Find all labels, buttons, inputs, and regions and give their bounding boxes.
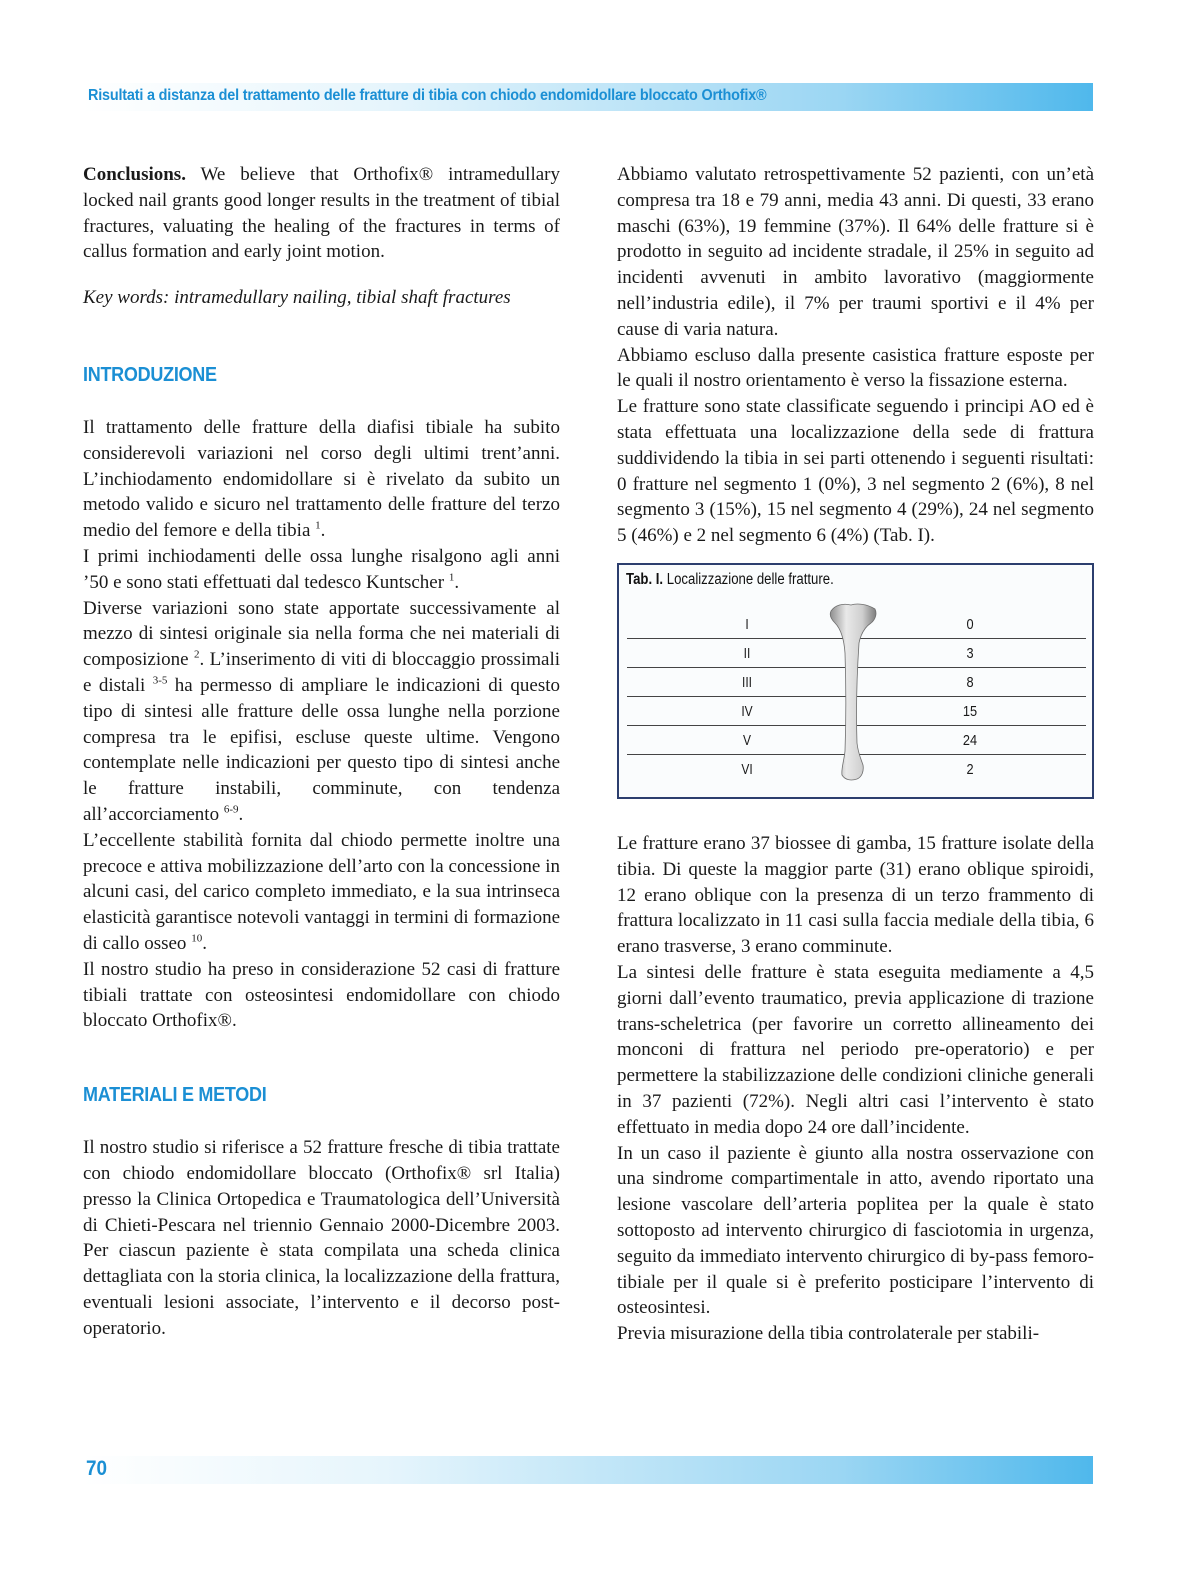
fracture-count: 15 bbox=[962, 702, 978, 720]
fracture-count: 0 bbox=[966, 615, 974, 633]
fracture-count: 24 bbox=[962, 731, 978, 749]
reference-marker: 6-9 bbox=[223, 803, 239, 816]
section-heading-materiali-e-metodi: MATERIALI E METODI bbox=[83, 1084, 267, 1107]
intro-p3-end: . bbox=[238, 803, 244, 825]
intro-p1-text: Il trattamento delle fratture della diafisi tibiale ha subito considerevoli variazioni nel corso degli ultimi trent’anni. L’inchiodamento endomidollare si è rivelato da subito un metodo valido e sicuro nel trattamento delle fratture del terzo medio del femore e della tibia bbox=[83, 416, 560, 542]
intro-p3-text-c: ha permesso di ampliare le indicazioni di questo tipo di sintesi alle fratture delle ossa lunghe nella porzione compresa tra le epifisi, escluse queste ultime. Vengono contemplate nelle indicazioni per questo tipo di sintesi anche le fratture instabili, comminute, con tendenza all’accorciamento bbox=[83, 674, 560, 825]
footer-band bbox=[82, 1456, 1093, 1484]
intro-p1-end: . bbox=[320, 520, 326, 542]
results-paragraph-1: Abbiamo valutato retrospettivamente 52 pazienti, con un’età compresa tra 18 e 79 anni, media 43 anni. Di questi, 33 erano maschi (63%), 19 femmine (37%). Il 64% delle fratture si è prodotto in seguito ad incidente stradale, il 25% in seguito ad incidenti avvenuti in ambito lavorativo (maggiormente nell’industria edile), il 7% per traumi sportivi e il 4% per cause di varia natura. bbox=[617, 164, 1094, 340]
segment-label: IV bbox=[741, 702, 753, 720]
table-caption-text: Localizzazione delle fratture. bbox=[663, 570, 834, 588]
reference-marker: 1 bbox=[315, 519, 321, 532]
intro-p2-end: . bbox=[454, 571, 460, 593]
conclusions-text: We believe that Orthofix® intramedullary locked nail grants good longer results in the treatment of tibial fractures, valuating the healing of the fractures in terms of callus formation and early joint motion. bbox=[83, 164, 560, 263]
table-caption-label: Tab. I. bbox=[626, 570, 664, 588]
left-column bbox=[83, 162, 560, 1341]
results-paragraph-5: La sintesi delle fratture è stata eseguita mediamente a 4,5 giorni dall’evento traumatico, previa applicazione di trazione trans-scheletrica (per favorire un corretto allineamento dei monconi di frattura nel periodo pre-operatorio) e per permettere la stabilizzazione delle condizioni cliniche generali in 37 pazienti (72%). Negli altri casi l’intervento è stato effettuato in media dopo 24 ore dall’incidente. bbox=[617, 961, 1094, 1138]
intro-p2-text: I primi inchiodamenti delle ossa lunghe risalgono agli anni ’50 e sono stati effettuati dal tedesco Kuntscher bbox=[83, 545, 560, 593]
reference-marker: 1 bbox=[448, 571, 455, 584]
section-heading-introduzione: INTRODUZIONE bbox=[83, 363, 217, 386]
reference-marker: 10 bbox=[191, 932, 203, 945]
fracture-count: 2 bbox=[966, 760, 974, 778]
right-column bbox=[617, 162, 1094, 1347]
reference-marker: 2 bbox=[193, 648, 200, 661]
intro-p4-text: L’eccellente stabilità fornita dal chiodo permette inoltre una precoce e attiva mobilizzazione dell’arto con la concessione in alcuni casi, del carico completo immediato, e la sua intrinseca elasticità garantisce notevoli vantaggi in termini di formazione di callo osseo bbox=[83, 829, 560, 954]
intro-paragraph-2 bbox=[83, 544, 560, 596]
tibia-bone-illustration bbox=[829, 603, 879, 781]
conclusions-paragraph bbox=[83, 162, 560, 265]
reference-marker: 3-5 bbox=[152, 674, 168, 687]
intro-paragraph-4 bbox=[83, 828, 560, 957]
running-header: Risultati a distanza del trattamento delle fratture di tibia con chiodo endomidollare bloccato Orthofix® bbox=[88, 87, 767, 104]
segment-label: V bbox=[742, 731, 751, 749]
results-paragraph-6: In un caso il paziente è giunto alla nostra osservazione con una sindrome compartimentale in atto, avendo riportato una lesione vascolare dell’arteria poplitea per la quale è stato sottoposto ad intervento chirurgico di fasciotomia in urgenza, seguito da immediato intervento chirurgico di by-pass femoro-tibiale per il quale si è preferito posticipare l’intervento di osteosintesi. bbox=[617, 1142, 1094, 1319]
page-number: 70 bbox=[86, 1457, 108, 1480]
segment-label: VI bbox=[741, 760, 753, 778]
table-caption bbox=[626, 571, 834, 589]
results-paragraph-2: Abbiamo escluso dalla presente casistica fratture esposte per le quali il nostro orientamento è verso la fissazione esterna. bbox=[617, 344, 1094, 392]
methods-paragraph-1: Il nostro studio si riferisce a 52 fratture fresche di tibia trattate con chiodo endomidollare bloccato (Orthofix® srl Italia) presso la Clinica Ortopedica e Traumatologica dell’Università di Chieti-Pescara nel triennio Gennaio 2000-Dicembre 2003. Per ciascun paziente è stata compilata una scheda clinica dettagliata con la storia clinica, la localizzazione della frattura, eventuali lesioni associate, l’intervento e il decorso post-operatorio. bbox=[83, 1137, 560, 1339]
results-paragraph-3: Le fratture sono state classificate seguendo i principi AO ed è stata effettuata una localizzazione della sede di frattura suddividendo la tibia in sei parti ottenendo i seguenti risultati: 0 fratture nel segmento 1 (0%), 3 nel segmento 2 (6%), 8 nel segmento 3 (15%), 15 nel segmento 4 (29%), 24 nel segmento 5 (46%) e 2 nel segmento 6 (4%) (Tab. I). bbox=[617, 396, 1094, 547]
keywords: Key words: intramedullary nailing, tibial shaft fractures bbox=[83, 287, 511, 309]
segment-label: I bbox=[745, 615, 749, 633]
segment-label: III bbox=[741, 673, 752, 691]
results-paragraph-4: Le fratture erano 37 biossee di gamba, 15 fratture isolate della tibia. Di queste la maggior parte (31) erano oblique spiroidi, 12 erano oblique con la presenza di un terzo frammento di frattura localizzato in 11 casi sulla faccia mediale della tibia, 6 erano trasverse, 3 erano comminute. bbox=[617, 832, 1094, 958]
conclusions-label: Conclusions. bbox=[83, 164, 186, 185]
fracture-count: 8 bbox=[966, 673, 974, 691]
intro-paragraph-3 bbox=[83, 596, 560, 828]
intro-p4-end: . bbox=[202, 932, 207, 954]
fracture-count: 3 bbox=[966, 644, 974, 662]
intro-paragraph-5: Il nostro studio ha preso in considerazione 52 casi di fratture tibiali trattate con osteosintesi endomidollare con chiodo bloccato Orthofix®. bbox=[83, 958, 560, 1032]
segment-label: II bbox=[743, 644, 751, 662]
intro-paragraph-1 bbox=[83, 415, 560, 544]
intro-p3-text-a: Diverse variazioni sono state apportate successivamente al mezzo di sintesi originale sia nella forma che nei materiali di composizione bbox=[83, 597, 560, 671]
table-localizzazione bbox=[617, 563, 1094, 799]
intro-body bbox=[83, 415, 560, 1034]
intro-p3-text-b: . L’inserimento di viti di bloccaggio prossimali e distali bbox=[83, 649, 561, 696]
results-paragraph-7: Previa misurazione della tibia controlaterale per stabili- bbox=[617, 1323, 1040, 1345]
methods-body bbox=[83, 1135, 560, 1341]
